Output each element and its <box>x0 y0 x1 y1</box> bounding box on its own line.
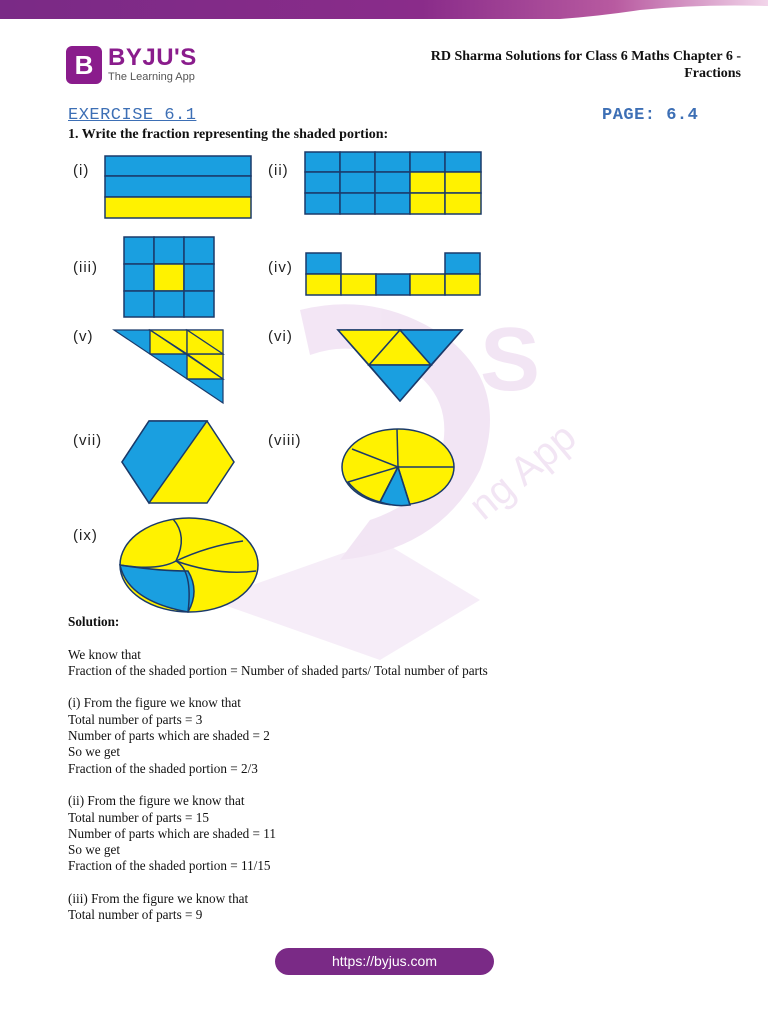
figure-i <box>104 155 252 219</box>
solution-line: Total number of parts = 3 <box>68 711 203 727</box>
solution-line: Fraction of the shaded portion = Number of shaded parts/ Total number of parts <box>68 662 488 678</box>
solution-line: Fraction of the shaded portion = 11/15 <box>68 858 271 874</box>
solution-line: Total number of parts = 9 <box>68 907 203 923</box>
solution-line: So we get <box>68 842 121 858</box>
solution-heading: Solution: <box>68 614 120 629</box>
solution-line: Fraction of the shaded portion = 2/3 <box>68 760 258 776</box>
page-number: PAGE: 6.4 <box>602 106 699 125</box>
figure-label-v: (v) <box>73 328 94 345</box>
figure-vi <box>337 329 463 403</box>
solution-line: Total number of parts = 15 <box>68 809 209 825</box>
solution-line: So we get <box>68 744 121 760</box>
figure-label-ii: (ii) <box>268 162 289 179</box>
document-title-line1: RD Sharma Solutions for Class 6 Maths Chapter 6 - <box>430 49 741 64</box>
figure-label-iii: (iii) <box>73 259 98 276</box>
svg-text:S: S <box>480 310 541 410</box>
blank-line <box>68 875 728 891</box>
figure-v <box>113 329 225 405</box>
figure-label-ix: (ix) <box>73 527 98 544</box>
solution-line: Number of parts which are shaded = 2 <box>68 728 270 744</box>
logo-name: BYJU'S <box>108 44 197 71</box>
figure-label-iv: (iv) <box>268 259 293 276</box>
footer-url[interactable]: https://byjus.com <box>275 948 494 975</box>
figure-label-i: (i) <box>73 162 90 179</box>
solution-lines <box>68 647 728 924</box>
logo-mark: B <box>66 46 102 84</box>
solution-line: (i) From the figure we know that <box>68 695 241 711</box>
logo-tagline: The Learning App <box>108 71 195 83</box>
solution-section <box>68 614 728 924</box>
solution-line: We know that <box>68 646 141 662</box>
solution-line: (iii) From the figure we know that <box>68 891 249 907</box>
svg-text:ng App: ng App <box>460 414 585 529</box>
figure-label-vii: (vii) <box>73 432 103 449</box>
figure-ii <box>304 151 482 215</box>
figure-vii <box>121 420 235 504</box>
figure-viii <box>340 427 456 507</box>
figure-iii <box>123 236 215 318</box>
top-gradient-bar <box>0 0 768 20</box>
question-text: 1. Write the fraction representing the shaded portion: <box>68 127 389 142</box>
figure-iv <box>305 252 481 296</box>
solution-line: (ii) From the figure we know that <box>68 793 245 809</box>
figure-label-vi: (vi) <box>268 328 293 345</box>
blank-line <box>68 777 728 793</box>
document-title-line2: Fractions <box>684 66 741 81</box>
solution-line: Number of parts which are shaded = 11 <box>68 825 276 841</box>
document-title <box>381 48 741 82</box>
blank-line <box>68 679 728 695</box>
exercise-title: EXERCISE 6.1 <box>68 106 197 125</box>
figure-ix <box>118 516 260 616</box>
byjus-logo <box>66 46 226 88</box>
figure-label-viii: (viii) <box>268 432 302 449</box>
